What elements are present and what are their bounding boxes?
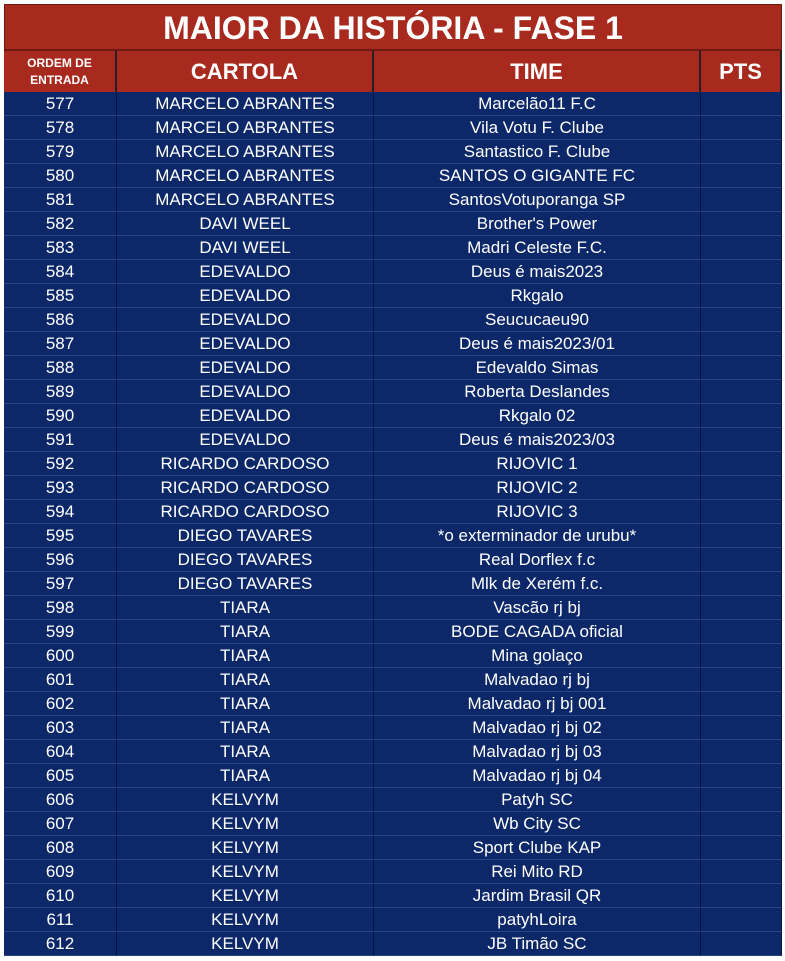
pts-cell[interactable] (701, 668, 782, 692)
table-row (4, 740, 782, 764)
pts-cell[interactable] (701, 452, 782, 476)
table-row (4, 188, 782, 212)
time-cell[interactable]: Wb City SC (374, 812, 701, 836)
pts-cell[interactable] (701, 788, 782, 812)
order-cell[interactable]: 591 (4, 428, 117, 452)
cartola-cell[interactable]: MARCELO ABRANTES (117, 188, 374, 212)
order-cell[interactable]: 580 (4, 164, 117, 188)
pts-cell[interactable] (701, 188, 782, 212)
table-row (4, 356, 782, 380)
table-row (4, 932, 782, 956)
table-row (4, 644, 782, 668)
cartola-cell[interactable]: KELVYM (117, 884, 374, 908)
order-cell[interactable]: 581 (4, 188, 117, 212)
table-row (4, 404, 782, 428)
time-cell[interactable]: Deus é mais2023/03 (374, 428, 701, 452)
table-row (4, 92, 782, 116)
time-cell[interactable]: Rei Mito RD (374, 860, 701, 884)
time-cell[interactable]: SantosVotuporanga SP (374, 188, 701, 212)
cartola-cell[interactable]: EDEVALDO (117, 356, 374, 380)
time-cell[interactable]: Mina golaço (374, 644, 701, 668)
pts-cell[interactable] (701, 380, 782, 404)
table-row (4, 620, 782, 644)
time-cell[interactable]: Malvadao rj bj 04 (374, 764, 701, 788)
cartola-cell[interactable]: TIARA (117, 764, 374, 788)
order-cell[interactable]: 578 (4, 116, 117, 140)
pts-cell[interactable] (701, 548, 782, 572)
table-row (4, 812, 782, 836)
pts-cell[interactable] (701, 92, 782, 116)
order-cell[interactable]: 605 (4, 764, 117, 788)
order-cell[interactable]: 607 (4, 812, 117, 836)
table-row (4, 452, 782, 476)
cartola-cell[interactable]: RICARDO CARDOSO (117, 476, 374, 500)
pts-cell[interactable] (701, 332, 782, 356)
cartola-cell[interactable]: TIARA (117, 716, 374, 740)
time-cell[interactable]: Malvadao rj bj 02 (374, 716, 701, 740)
order-cell[interactable]: 612 (4, 932, 117, 956)
table-row (4, 140, 782, 164)
header-order: ORDEM DE ENTRADA (4, 50, 117, 92)
table-row (4, 524, 782, 548)
cartola-cell[interactable]: TIARA (117, 692, 374, 716)
cartola-cell[interactable]: EDEVALDO (117, 284, 374, 308)
header-pts: PTS (701, 50, 782, 92)
order-cell[interactable]: 596 (4, 548, 117, 572)
cartola-cell[interactable]: RICARDO CARDOSO (117, 500, 374, 524)
pts-cell[interactable] (701, 116, 782, 140)
time-cell[interactable]: Mlk de Xerém f.c. (374, 572, 701, 596)
cartola-cell[interactable]: EDEVALDO (117, 428, 374, 452)
header-row (4, 50, 782, 92)
cartola-cell[interactable]: TIARA (117, 596, 374, 620)
pts-cell[interactable] (701, 884, 782, 908)
pts-cell[interactable] (701, 620, 782, 644)
table-row (4, 692, 782, 716)
order-cell[interactable]: 599 (4, 620, 117, 644)
table-row (4, 908, 782, 932)
cartola-cell[interactable]: EDEVALDO (117, 260, 374, 284)
cartola-cell[interactable]: EDEVALDO (117, 308, 374, 332)
pts-cell[interactable] (701, 428, 782, 452)
pts-cell[interactable] (701, 716, 782, 740)
pts-cell[interactable] (701, 260, 782, 284)
time-cell[interactable]: SANTOS O GIGANTE FC (374, 164, 701, 188)
pts-cell[interactable] (701, 236, 782, 260)
order-cell[interactable]: 583 (4, 236, 117, 260)
header-cartola: CARTOLA (117, 50, 374, 92)
pts-cell[interactable] (701, 860, 782, 884)
time-cell[interactable]: Real Dorflex f.c (374, 548, 701, 572)
pts-cell[interactable] (701, 524, 782, 548)
order-cell[interactable]: 598 (4, 596, 117, 620)
order-cell[interactable]: 609 (4, 860, 117, 884)
time-cell[interactable]: Seucucaeu90 (374, 308, 701, 332)
pts-cell[interactable] (701, 836, 782, 860)
pts-cell[interactable] (701, 908, 782, 932)
order-cell[interactable]: 593 (4, 476, 117, 500)
time-cell[interactable]: RIJOVIC 1 (374, 452, 701, 476)
table-row (4, 380, 782, 404)
pts-cell[interactable] (701, 572, 782, 596)
time-cell[interactable]: Vascão rj bj (374, 596, 701, 620)
order-cell[interactable]: 584 (4, 260, 117, 284)
table-row (4, 716, 782, 740)
table-row (4, 572, 782, 596)
time-cell[interactable]: RIJOVIC 2 (374, 476, 701, 500)
order-cell[interactable]: 608 (4, 836, 117, 860)
cartola-cell[interactable]: DAVI WEEL (117, 212, 374, 236)
time-cell[interactable]: Rkgalo 02 (374, 404, 701, 428)
order-cell[interactable]: 579 (4, 140, 117, 164)
order-cell[interactable]: 602 (4, 692, 117, 716)
cartola-cell[interactable]: TIARA (117, 740, 374, 764)
order-cell[interactable]: 590 (4, 404, 117, 428)
pts-cell[interactable] (701, 308, 782, 332)
order-cell[interactable]: 601 (4, 668, 117, 692)
order-cell[interactable]: 610 (4, 884, 117, 908)
pts-cell[interactable] (701, 140, 782, 164)
cartola-cell[interactable]: TIARA (117, 668, 374, 692)
pts-cell[interactable] (701, 644, 782, 668)
cartola-cell[interactable]: DIEGO TAVARES (117, 572, 374, 596)
table-row (4, 668, 782, 692)
time-cell[interactable]: Deus é mais2023/01 (374, 332, 701, 356)
table-row (4, 332, 782, 356)
time-cell[interactable]: Brother's Power (374, 212, 701, 236)
table-row (4, 260, 782, 284)
order-cell[interactable]: 586 (4, 308, 117, 332)
time-cell[interactable]: Santastico F. Clube (374, 140, 701, 164)
table-row (4, 764, 782, 788)
pts-cell[interactable] (701, 812, 782, 836)
table-row (4, 884, 782, 908)
pts-cell[interactable] (701, 356, 782, 380)
time-cell[interactable]: Deus é mais2023 (374, 260, 701, 284)
table-row (4, 596, 782, 620)
order-cell[interactable]: 611 (4, 908, 117, 932)
cartola-cell[interactable]: MARCELO ABRANTES (117, 164, 374, 188)
time-cell[interactable]: Marcelão11 F.C (374, 92, 701, 116)
time-cell[interactable]: JB Timão SC (374, 932, 701, 956)
time-cell[interactable]: Malvadao rj bj 001 (374, 692, 701, 716)
cartola-cell[interactable]: KELVYM (117, 908, 374, 932)
order-cell[interactable]: 600 (4, 644, 117, 668)
time-cell[interactable]: patyhLoira (374, 908, 701, 932)
cartola-cell[interactable]: KELVYM (117, 932, 374, 956)
time-cell[interactable]: Malvadao rj bj 03 (374, 740, 701, 764)
table-body (4, 92, 782, 956)
order-cell[interactable]: 588 (4, 356, 117, 380)
cartola-cell[interactable]: DIEGO TAVARES (117, 548, 374, 572)
cartola-cell[interactable]: KELVYM (117, 860, 374, 884)
table-row (4, 860, 782, 884)
header-time: TIME (374, 50, 701, 92)
time-cell[interactable]: Roberta Deslandes (374, 380, 701, 404)
table-row (4, 236, 782, 260)
table-row (4, 788, 782, 812)
cartola-cell[interactable]: EDEVALDO (117, 380, 374, 404)
pts-cell[interactable] (701, 164, 782, 188)
pts-cell[interactable] (701, 692, 782, 716)
table-row (4, 476, 782, 500)
spreadsheet (4, 4, 782, 956)
time-cell[interactable]: Edevaldo Simas (374, 356, 701, 380)
order-cell[interactable]: 594 (4, 500, 117, 524)
order-cell[interactable]: 577 (4, 92, 117, 116)
cartola-cell[interactable]: MARCELO ABRANTES (117, 116, 374, 140)
order-cell[interactable]: 606 (4, 788, 117, 812)
time-cell[interactable]: Rkgalo (374, 284, 701, 308)
cartola-cell[interactable]: KELVYM (117, 812, 374, 836)
time-cell[interactable]: Madri Celeste F.C. (374, 236, 701, 260)
table-row (4, 284, 782, 308)
pts-cell[interactable] (701, 404, 782, 428)
time-cell[interactable]: Malvadao rj bj (374, 668, 701, 692)
time-cell[interactable]: Vila Votu F. Clube (374, 116, 701, 140)
order-cell[interactable]: 589 (4, 380, 117, 404)
order-cell[interactable]: 592 (4, 452, 117, 476)
cartola-cell[interactable]: EDEVALDO (117, 332, 374, 356)
table-row (4, 836, 782, 860)
cartola-cell[interactable]: MARCELO ABRANTES (117, 92, 374, 116)
order-cell[interactable]: 603 (4, 716, 117, 740)
time-cell[interactable]: RIJOVIC 3 (374, 500, 701, 524)
time-cell[interactable]: BODE CAGADA oficial (374, 620, 701, 644)
table-row (4, 500, 782, 524)
pts-cell[interactable] (701, 932, 782, 956)
sheet-title: MAIOR DA HISTÓRIA - FASE 1 (4, 4, 782, 50)
time-cell[interactable]: *o exterminador de urubu* (374, 524, 701, 548)
table-row (4, 308, 782, 332)
cartola-cell[interactable]: RICARDO CARDOSO (117, 452, 374, 476)
cartola-cell[interactable]: DAVI WEEL (117, 236, 374, 260)
time-cell[interactable]: Sport Clube KAP (374, 836, 701, 860)
pts-cell[interactable] (701, 740, 782, 764)
cartola-cell[interactable]: EDEVALDO (117, 404, 374, 428)
table-row (4, 548, 782, 572)
cartola-cell[interactable]: DIEGO TAVARES (117, 524, 374, 548)
table-row (4, 428, 782, 452)
table-row (4, 116, 782, 140)
time-cell[interactable]: Jardim Brasil QR (374, 884, 701, 908)
pts-cell[interactable] (701, 500, 782, 524)
cartola-cell[interactable]: TIARA (117, 644, 374, 668)
cartola-cell[interactable]: MARCELO ABRANTES (117, 140, 374, 164)
order-cell[interactable]: 595 (4, 524, 117, 548)
order-cell[interactable]: 597 (4, 572, 117, 596)
time-cell[interactable]: Patyh SC (374, 788, 701, 812)
pts-cell[interactable] (701, 476, 782, 500)
order-cell[interactable]: 587 (4, 332, 117, 356)
pts-cell[interactable] (701, 596, 782, 620)
order-cell[interactable]: 604 (4, 740, 117, 764)
cartola-cell[interactable]: TIARA (117, 620, 374, 644)
pts-cell[interactable] (701, 212, 782, 236)
table-row (4, 212, 782, 236)
table-row (4, 164, 782, 188)
pts-cell[interactable] (701, 284, 782, 308)
pts-cell[interactable] (701, 764, 782, 788)
order-cell[interactable]: 585 (4, 284, 117, 308)
cartola-cell[interactable]: KELVYM (117, 788, 374, 812)
cartola-cell[interactable]: KELVYM (117, 836, 374, 860)
order-cell[interactable]: 582 (4, 212, 117, 236)
